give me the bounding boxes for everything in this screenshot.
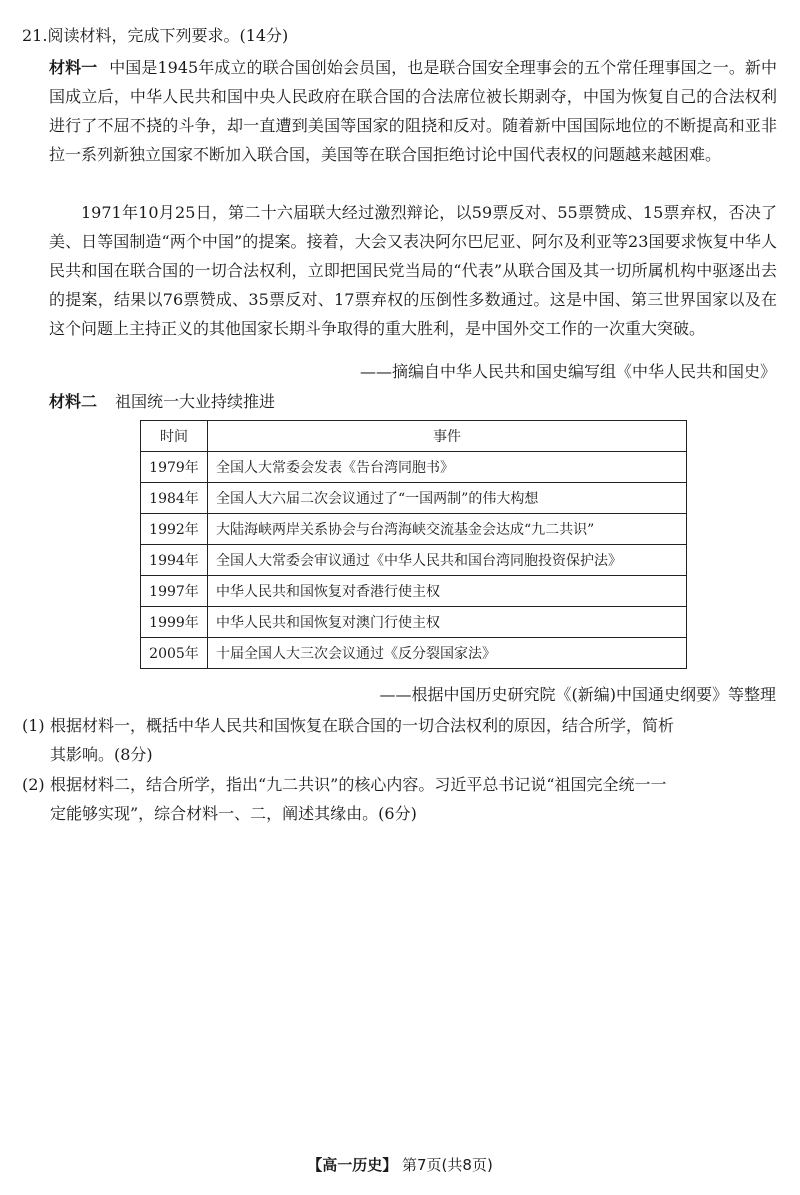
- material1-text1: 中国是1945年成立的联合国创始会员国，也是联合国安全理事会的五个常任理事国之一。新中国成立后，中华人民共和国中央人民政府在联合国的合法席位被长期剥夺，中国为恢复自己的合法权利进行了不屈不挠的斗争，却一直遭到美国等国家的阻挠和反对。随着新中国国际地位的不断提高和亚非拉一系列新独立国家不断加入联合国，美国等在联合国拒绝讨论中国代表权的问题越来越困难。: [49, 58, 777, 164]
- table-cell-year: 1979年: [141, 452, 208, 483]
- table-cell-event: 全国人大常委会审议通过《中华人民共和国台湾同胞投资保护法》: [208, 545, 687, 576]
- footer-subject: 【高一历史】: [307, 1156, 398, 1174]
- table-cell-event: 全国人大常委会发表《告台湾同胞书》: [208, 452, 687, 483]
- question-1-line2: 其影响。(8分): [50, 745, 153, 764]
- table-cell-event: 大陆海峡两岸关系协会与台湾海峡交流基金会达成“九二共识”: [208, 514, 687, 545]
- table-cell-year: 2005年: [141, 638, 208, 669]
- table-cell-event: 十届全国人大三次会议通过《反分裂国家法》: [208, 638, 687, 669]
- table-cell-year: 1992年: [141, 514, 208, 545]
- table-cell-year: 1999年: [141, 607, 208, 638]
- question-1-text1: 根据材料一，概括中华人民共和国恢复在联合国的一切合法权利的原因，结合所学，简析: [50, 716, 675, 735]
- material2-label: 材料二: [49, 392, 98, 411]
- table-row: [141, 576, 687, 607]
- material1-source: ——摘编自中华人民共和国史编写组《中华人民共和国史》: [359, 362, 776, 381]
- table-cell-year: 1994年: [141, 545, 208, 576]
- material2-title: 祖国统一大业持续推进: [115, 392, 276, 411]
- material1-paragraph1: [49, 53, 777, 169]
- material2-source: ——根据中国历史研究院《(新编)中国通史纲要》等整理: [379, 685, 776, 704]
- table-cell-event: 中华人民共和国恢复对澳门行使主权: [208, 607, 687, 638]
- table-row: [141, 545, 687, 576]
- material1-label: 材料一: [49, 58, 98, 77]
- table-header-time: 时间: [141, 421, 208, 452]
- question-1-number: (1): [22, 716, 45, 735]
- table-row: [141, 452, 687, 483]
- table-cell-event: 全国人大六届二次会议通过了“一国两制”的伟大构想: [208, 483, 687, 514]
- table-header-event: 事件: [208, 421, 687, 452]
- question-2-number: (2): [22, 775, 45, 794]
- material1-paragraph2: 1971年10月25日，第二十六届联大经过激烈辩论，以59票反对、55票赞成、15票弃权，否决了美、日等国制造“两个中国”的提案。接着，大会又表决阿尔巴尼亚、阿尔及利亚等23国要求恢复中华人民共和国在联合国的一切合法权利，立即把国民党当局的“代表”从联合国及其一切所属机构中驱逐出去的提案，结果以76票赞成、35票反对、17票弃权的压倒性多数通过。这是中国、第三世界国家以及在这个问题上主持正义的其他国家长期斗争取得的重大胜利，是中国外交工作的一次重大突破。: [49, 203, 777, 338]
- table-cell-year: 1984年: [141, 483, 208, 514]
- material2-heading: [49, 390, 275, 414]
- question-2-text1: 根据材料二，结合所学，指出“九二共识”的核心内容。习近平总书记说“祖国完全统一一: [50, 775, 667, 794]
- page-footer: [0, 1154, 800, 1175]
- events-table: [140, 420, 687, 669]
- question-header: 21.阅读材料，完成下列要求。(14分): [22, 26, 289, 45]
- table-row: [141, 638, 687, 669]
- footer-page-number: 第7页(共8页): [402, 1156, 493, 1174]
- table-row: [141, 607, 687, 638]
- question-2-line2: 定能够实现”，综合材料一、二，阐述其缘由。(6分): [50, 804, 417, 823]
- question-1: [22, 711, 778, 769]
- question-2-line1: [22, 770, 778, 799]
- question-1-line1: [22, 711, 778, 740]
- table-cell-event: 中华人民共和国恢复对香港行使主权: [208, 576, 687, 607]
- table-header-row: [141, 421, 687, 452]
- question-2: [22, 770, 778, 828]
- table-row: [141, 483, 687, 514]
- table-row: [141, 514, 687, 545]
- table-cell-year: 1997年: [141, 576, 208, 607]
